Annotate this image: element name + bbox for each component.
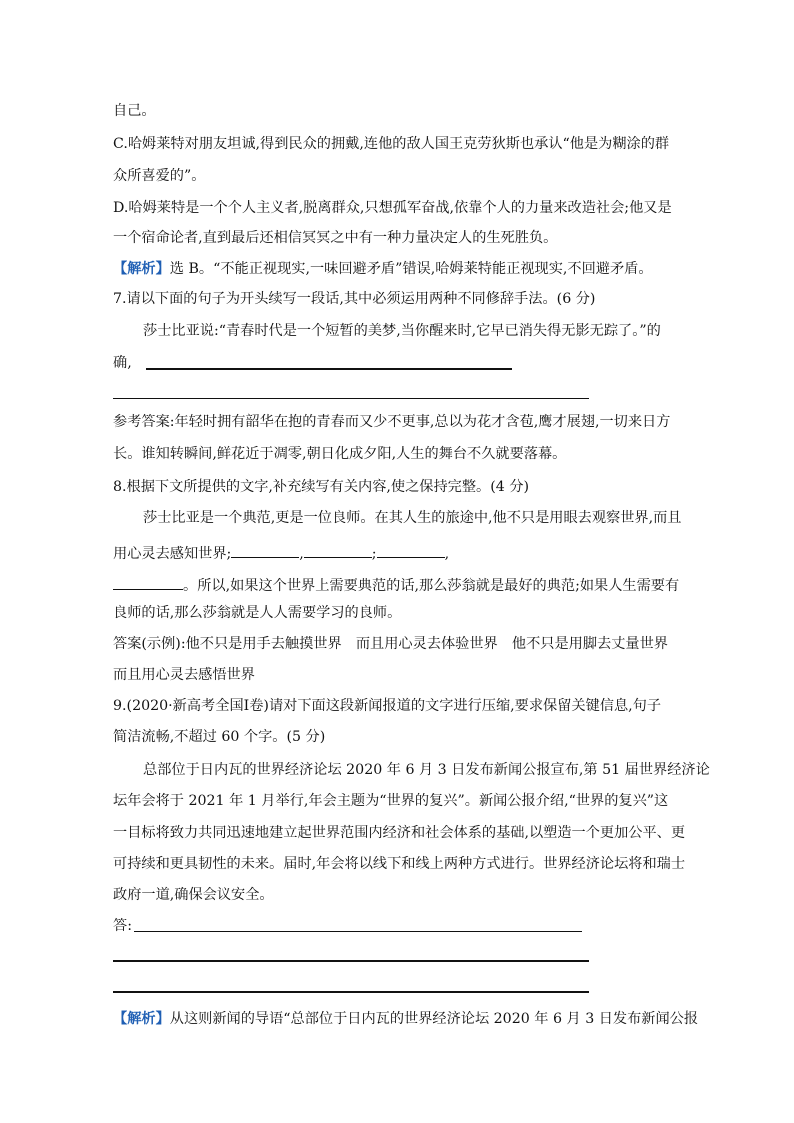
news-line2: 坛年会将于 2021 年 1 月举行,年会主题为“世界的复兴”。新闻公报介绍,“世界的复兴”这: [113, 793, 669, 809]
question-9-stem-line1: 9.(2020·新高考全国Ⅰ卷)请对下面这段新闻报道的文字进行压缩,要求保留关键信息,句子: [113, 698, 662, 714]
question-8-para-line1: 莎士比亚是一个典范,更是一位良师。在其人生的旅途中,他不只是用眼去观察世界,而且: [143, 510, 682, 526]
answer-line[interactable]: [113, 991, 589, 993]
option-c-line1: C.哈姆莱特对朋友坦诚,得到民众的拥戴,连他的敌人国王克劳狄斯也承认“他是为糊涂的群: [113, 136, 670, 152]
question-7-lead: 确,: [113, 355, 132, 371]
fill-blank[interactable]: [304, 543, 372, 558]
answer-line[interactable]: [113, 960, 589, 962]
analysis-tag: 【解析】: [113, 1011, 170, 1027]
option-d-line1: D.哈姆莱特是一个个人主义者,脱离群众,只想孤军奋战,依靠个人的力量来改造社会;他又是: [113, 200, 672, 216]
analysis-line: [113, 262, 653, 276]
analysis-text: 选 B。“不能正视现实,一味回避矛盾”错误,哈姆莱特能正视现实,不回避矛盾。: [169, 261, 653, 277]
text-line: 自己。: [113, 103, 156, 119]
text-segment: 用心灵去感知世界;: [113, 546, 232, 562]
analysis-line: [113, 1012, 698, 1026]
question-7-stem: 7.请以下面的句子为开头续写一段话,其中必须运用两种不同修辞手法。(6 分): [113, 291, 596, 307]
option-d-line2: 一个宿命论者,直到最后还相信冥冥之中有一种力量决定人的生死胜负。: [113, 230, 558, 246]
question-9-stem-line2: 简洁流畅,不超过 60 个字。(5 分): [113, 729, 326, 745]
question-8-para-line2: [113, 543, 449, 561]
text-segment: 。所以,如果这个世界上需要典范的话,那么莎翁就是最好的典范;如果人生需要有: [183, 578, 680, 594]
analysis-tag: 【解析】: [113, 261, 170, 277]
news-line4: 可持续和更具韧性的未来。届时,年会将以线下和线上两种方式进行。世界经济论坛将和瑞士: [113, 856, 686, 872]
sample-answer-line1: 答案(示例):他不只是用手去触摸世界 而且用心灵去体验世界 他不只是用脚去丈量世界: [113, 636, 668, 652]
reference-answer-line1: 参考答案:年轻时拥有韶华在抱的青春而又少不更事,总以为花才含苞,鹰才展翅,一切来日方: [113, 414, 671, 430]
question-8-para-line4: 良师的话,那么莎翁就是人人需要学习的良师。: [113, 605, 402, 621]
fill-blank[interactable]: [377, 543, 445, 558]
fill-blank[interactable]: [113, 575, 183, 590]
reference-answer-line2: 长。谁知转瞬间,鲜花近于凋零,朝日化成夕阳,人生的舞台不久就要落幕。: [113, 446, 567, 462]
news-line1: 总部位于日内瓦的世界经济论坛 2020 年 6 月 3 日发布新闻公报宣布,第 51 届世界经济论: [143, 762, 710, 778]
news-line3: 一目标将致力共同迅速地建立起世界范围内经济和社会体系的基础,以塑造一个更加公平、更: [113, 825, 686, 841]
question-8-stem: 8.根据下文所提供的文字,补充续写有关内容,使之保持完整。(4 分): [113, 479, 530, 495]
news-line5: 政府一道,确保会议安全。: [113, 887, 274, 903]
question-8-para-line3: [113, 575, 679, 593]
answer-line[interactable]: [113, 398, 589, 399]
separator: ,: [299, 546, 304, 562]
answer-line[interactable]: [134, 931, 582, 932]
answer-label: 答:: [113, 918, 132, 934]
question-7-quote: 莎士比亚说:“青春时代是一个短暂的美梦,当你醒来时,它早已消失得无影无踪了。”的: [143, 323, 661, 339]
fill-blank[interactable]: [231, 543, 299, 558]
option-c-line2: 众所喜爱的”。: [113, 168, 206, 184]
separator: ,: [444, 546, 450, 562]
separator: ;: [371, 546, 377, 562]
analysis-text: 从这则新闻的导语“总部位于日内瓦的世界经济论坛 2020 年 6 月 3 日发布新闻公报: [169, 1011, 699, 1027]
answer-line[interactable]: [146, 368, 512, 370]
sample-answer-line2: 而且用心灵去感悟世界: [113, 667, 255, 683]
